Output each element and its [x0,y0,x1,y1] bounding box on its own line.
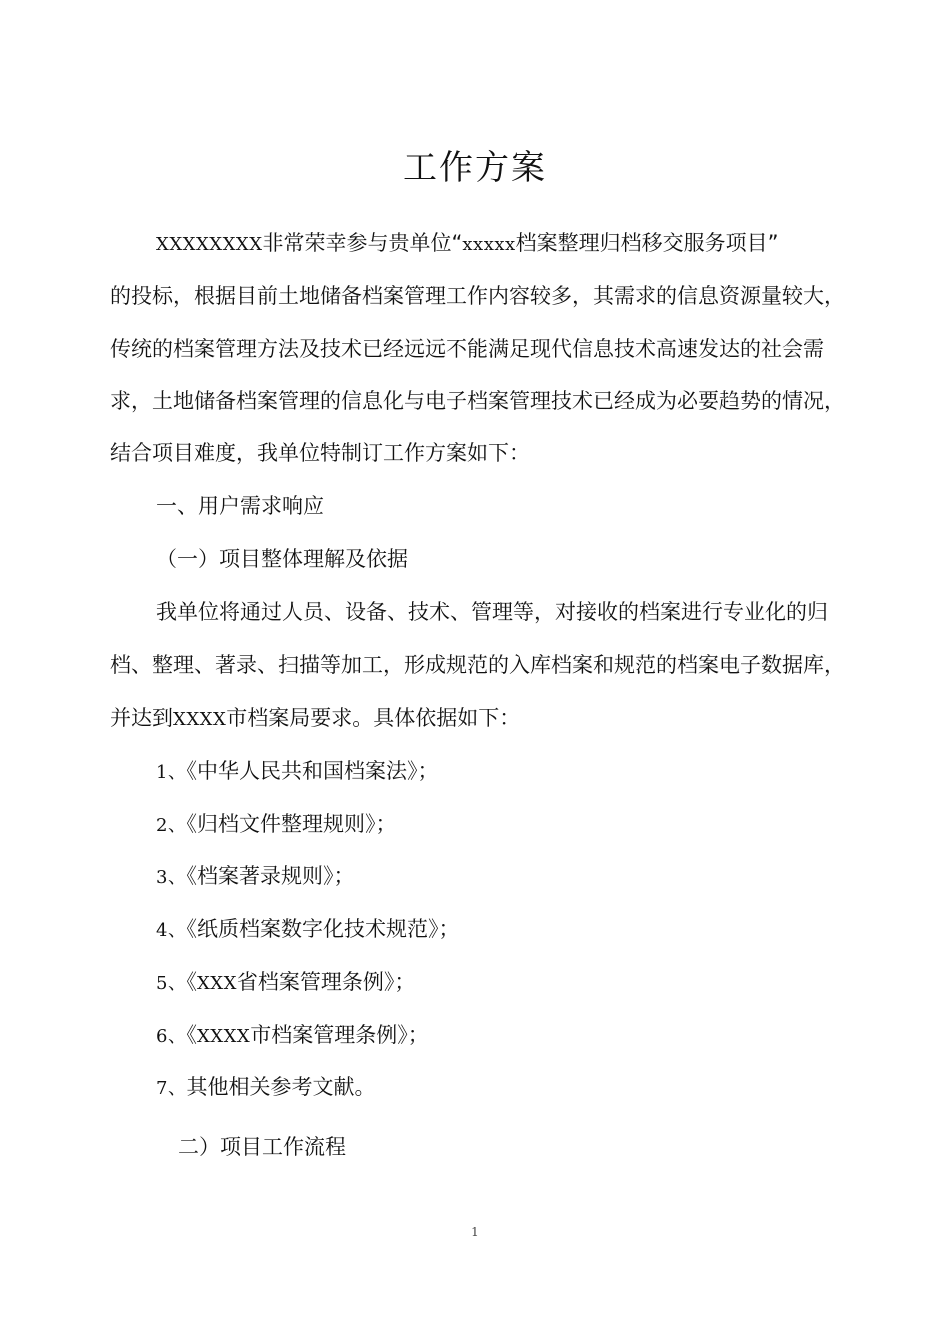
document-title: 工作方案 [403,148,547,188]
reference-item: 6、《XXXX市档案管理条例》； [156,1023,429,1047]
company-placeholder: XXXXXXXX [156,234,263,255]
body-line-1: 我单位将通过人员、设备、技术、管理等，对接收的档案进行专业化的归 [156,600,828,624]
intro-line-2: 的投标，根据目前土地储备档案管理工作内容较多，其需求的信息资源量较大， [110,284,845,308]
intro-line-5: 结合项目难度，我单位特制订工作方案如下： [110,441,530,465]
body-line-3: 并达到XXXX市档案局要求。具体依据如下： [110,706,521,730]
body-line-2: 档、整理、著录、扫描等加工，形成规范的入库档案和规范的档案电子数据库， [110,653,845,677]
intro-line-1: XXXXXXXX非常荣幸参与贵单位“xxxxx档案整理归档移交服务项目” [156,231,779,255]
reference-item: 7、其他相关参考文献。 [156,1075,376,1099]
reference-item: 3、《档案著录规则》； [156,864,355,888]
subsection-heading-2: 二）项目工作流程 [178,1135,346,1159]
reference-item: 1、《中华人民共和国档案法》； [156,759,439,783]
city-placeholder: XXXX [173,709,227,730]
subsection-heading: （一）项目整体理解及依据 [156,547,408,571]
section-heading: 一、用户需求响应 [156,494,324,518]
intro-line-3: 传统的档案管理方法及技术已经远远不能满足现代信息技术高速发达的社会需 [110,337,824,361]
reference-item: 4、《纸质档案数字化技术规范》； [156,917,460,941]
intro-line-4: 求，土地储备档案管理的信息化与电子档案管理技术已经成为必要趋势的情况， [110,389,845,413]
reference-item: 5、《XXX省档案管理条例》； [156,970,416,994]
page-number: 1 [471,1225,479,1239]
reference-item: 2、《归档文件整理规则》； [156,812,397,836]
project-placeholder: xxxxx [462,234,516,255]
